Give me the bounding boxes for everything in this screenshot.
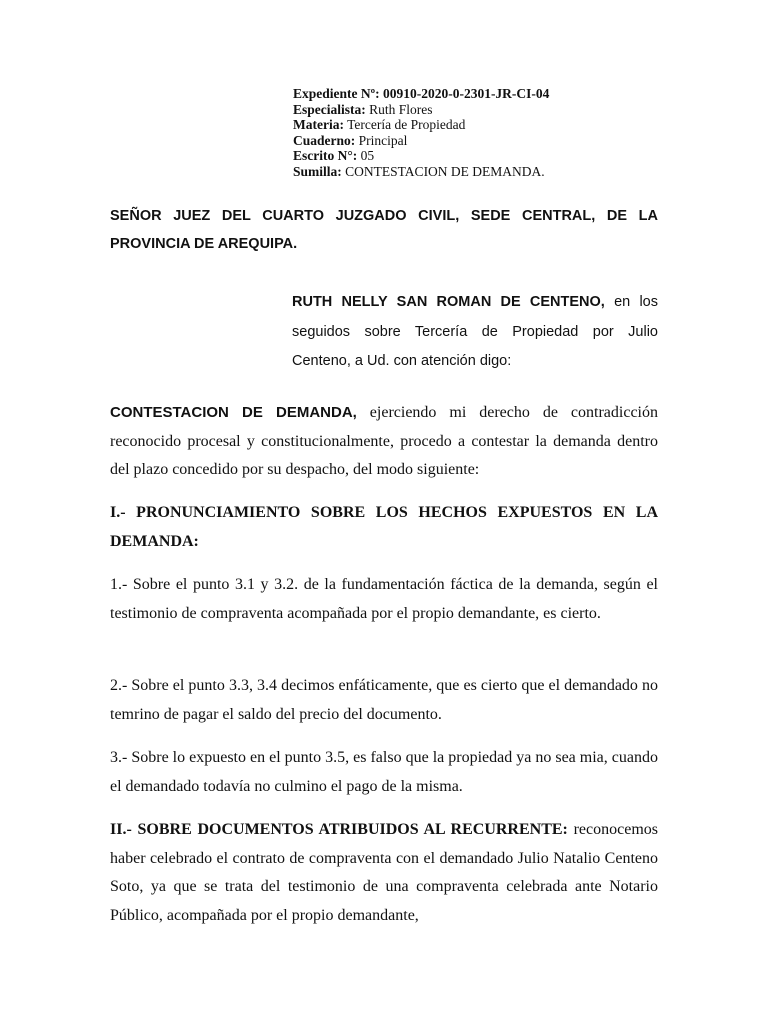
especialista-line: Especialista: Ruth Flores (293, 101, 433, 117)
item-3-paragraph: 3.- Sobre lo expuesto en el punto 3.5, es falso que la propiedad ya no sea mia, cuando el demandado todavía no culmino el pago de la misma. (110, 749, 658, 795)
section-1-title-line2: DEMANDA: (110, 532, 199, 550)
item-2-paragraph: 2.- Sobre el punto 3.3, 3.4 decimos enfáticamente, que es cierto que el demandado no temrino de pagar el saldo del precio del documento. (110, 677, 658, 723)
section-1-title-line1: I.- PRONUNCIAMIENTO SOBRE LOS HECHOS EXPUESTOS EN LA (110, 504, 658, 521)
petitioner-intro (292, 288, 658, 377)
judge-addressee: SEÑOR JUEZ DEL CUARTO JUZGADO CIVIL, SEDE CENTRAL, DE LA PROVINCIA DE AREQUIPA. (110, 208, 658, 252)
section-2-title: II.- SOBRE DOCUMENTOS ATRIBUIDOS AL RECURRENTE: (110, 821, 568, 838)
petitioner-intro-text: en los seguidos sobre Tercería de Propiedad por Julio Centeno, a Ud. con atención digo: (292, 294, 658, 369)
escrito-line: Escrito N°: 05 (293, 148, 375, 164)
sumilla-line: Sumilla: CONTESTACION DE DEMANDA. (293, 163, 545, 179)
petitioner-name: RUTH NELLY SAN ROMAN DE CENTENO, (292, 294, 605, 310)
section-2-paragraph (110, 816, 658, 930)
materia-line: Materia: Tercería de Propiedad (293, 117, 466, 133)
case-header (293, 86, 549, 180)
section-2-text: reconocemos haber celebrado el contrato de compraventa con el demandado Julio Natalio Centeno Soto, ya que se trata del testimonio de una compraventa celebrada ante Notario Público, acompañada por el propio demandante, (110, 821, 658, 924)
contestacion-text: ejerciendo mi derecho de contradicción reconocido procesal y constitucionalmente, procedo a contestar la demanda dentro del plazo concedido por su despacho, del modo siguiente: (110, 404, 658, 478)
section-1-title (110, 499, 658, 556)
expediente-line: Expediente Nº: 00910-2020-0-2301-JR-CI-04 (293, 86, 550, 101)
contestacion-label: CONTESTACION DE DEMANDA, (110, 404, 357, 421)
contestacion-paragraph (110, 399, 658, 485)
item-1-paragraph: 1.- Sobre el punto 3.1 y 3.2. de la fundamentación fáctica de la demanda, según el testimonio de compraventa acompañada por el propio demandante, es cierto. (110, 576, 658, 622)
cuaderno-line: Cuaderno: Principal (293, 132, 408, 148)
